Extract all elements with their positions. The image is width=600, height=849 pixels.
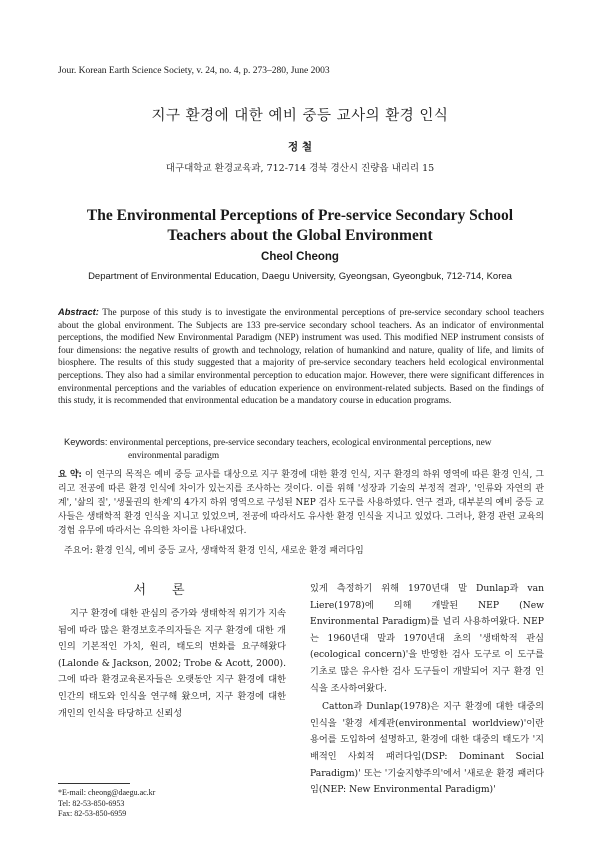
title-english-line1: The Environmental Perceptions of Pre-service Secondary School — [86, 207, 514, 224]
summary-text: 이 연구의 목적은 예비 중등 교사를 대상으로 지구 환경에 대한 환경 인식, 지구 환경의 하위 영역에 따른 환경 인식, 그리고 전공에 따른 환경 인식에 차이가 있는지를 조사하는 것이다. 이를 위해 '성장과 기술의 부정적 결과', '인류와 자연의 관계', '삶의 질', '생물권의 한계'의 4가지 하위 영역으로 구성된 NEP 검사 도구를 사용하였다. 연구 결과, 대부분의 예비 중등 교사들은 생태학적 환경 인식을 지니고 있었으며, 전공에 따라서도 유사한 환경 인식을 지니고 있었다. 그러나, 환경 관련 교육의 경험 유무에 따라서는 유의한 차이를 나타내었다. — [58, 470, 545, 536]
author-english: Cheol Cheong — [261, 251, 339, 263]
title-english — [0, 206, 600, 246]
section-heading-introduction: 서론 — [133, 583, 211, 598]
keywords-korean-label: 주요어: — [64, 546, 93, 556]
keywords-korean — [64, 544, 544, 558]
summary-korean — [58, 468, 544, 538]
title-korean: 지구 환경에 대한 예비 중등 교사의 환경 인식 — [151, 108, 449, 124]
author-korean: 정 철 — [288, 141, 312, 153]
footnote-divider — [58, 783, 130, 784]
keywords-line1: environmental perceptions, pre-service secondary teachers, ecological environmental perceptions, new — [107, 438, 492, 448]
footnote-fax: Fax: 82-53-850-6959 — [58, 809, 127, 818]
keywords-line2: environmental paradigm — [128, 450, 220, 461]
body-paragraph: 지구 환경에 대한 관심의 증가와 생태학적 위기가 지속됨에 따라 많은 환경보호주의자들은 지구 환경에 대한 개인의 기본적인 가치, 원리, 태도의 변화를 요구해왔다(Lalonde & Jackson, 2002; Trobe & Acott, 2000). 그에 따라 환경교육론자들은 오랫동안 지구 환경에 대한 인간의 태도와 인식을 연구해 왔으며, 지구 환경에 대한 개인의 인식을 타당하고 신뢰성 — [58, 608, 286, 719]
body-paragraph: 있게 측정하기 위해 1970년대 말 Dunlap과 van Liere(1978)에 의해 개발된 NEP (New Environmental Paradigm)를 널리 사용하여왔다. NEP는 1960년대 말과 1970년대 초의 '생태학적 관심(ecological concern)'을 반영한 검사 도구로 이 도구를 기초로 많은 유사한 검사 도구들이 개발되어 지구 환경 인식을 조사하여왔다. — [310, 583, 544, 694]
affiliation-english: Department of Environmental Education, Daegu University, Gyeongsan, Gyeongbuk, 712-714, Korea — [88, 271, 512, 282]
title-english-line2: Teachers about the Global Environment — [167, 227, 433, 244]
journal-reference: Jour. Korean Earth Science Society, v. 24, no. 4, p. 273–280, June 2003 — [58, 66, 330, 76]
body-column-left — [58, 606, 286, 722]
footnote-tel: Tel: 82-53-850-6953 — [58, 798, 125, 808]
abstract-label: Abstract: — [58, 307, 99, 317]
abstract-text: The purpose of this study is to investigate the environmental perceptions of pre-service secondary school teachers about the global environment. The Subjects are 133 pre-service secondary school teachers. As an indicator of environmental perceptions, the modified New Environmental Paradigm (NEP) instrument was used. This modified NEP instrument consists of four dimensions: the negative results of growth and technology, relation of humankind and nature, quality of life, and limits of biosphere. The results of this study suggested that a majority of pre-service secondary teachers held ecological environmental perceptions. They also had a similar environmental perception to education major. However, there were significant differences in environmental perceptions and the variables of education experience on environment-related subjects. Based on the findings of this study, it is recommended that environmental education be a mandatory course in education programs. — [58, 308, 544, 407]
affiliation-korean: 대구대학교 환경교육과, 712-714 경북 경산시 진량읍 내리리 15 — [165, 163, 435, 174]
keywords-label: Keywords: — [64, 437, 108, 447]
abstract — [58, 306, 544, 408]
keywords-korean-text: 환경 인식, 예비 중등 교사, 생태학적 환경 인식, 새로운 환경 패러다임 — [92, 546, 364, 556]
footnote-email: *E-mail: cheong@daegu.ac.kr — [58, 788, 156, 797]
keywords — [64, 436, 544, 462]
body-column-right — [310, 581, 544, 799]
body-paragraph: Catton과 Dunlap(1978)은 지구 환경에 대한 대중의 인식을 '환경 세계관(environmental worldview)'이란 용어를 도입하여 설명하고, 환경에 대한 대중의 태도가 '지배적인 사회적 패러다임(DSP: Dominant Social Paradigm)' 또는 '기술지향주의'에서 '새로운 환경 패러다임(NEP: New Environmental Paradigm)' — [310, 701, 544, 796]
footnote — [58, 788, 155, 820]
summary-label: 요 약: — [58, 470, 82, 480]
